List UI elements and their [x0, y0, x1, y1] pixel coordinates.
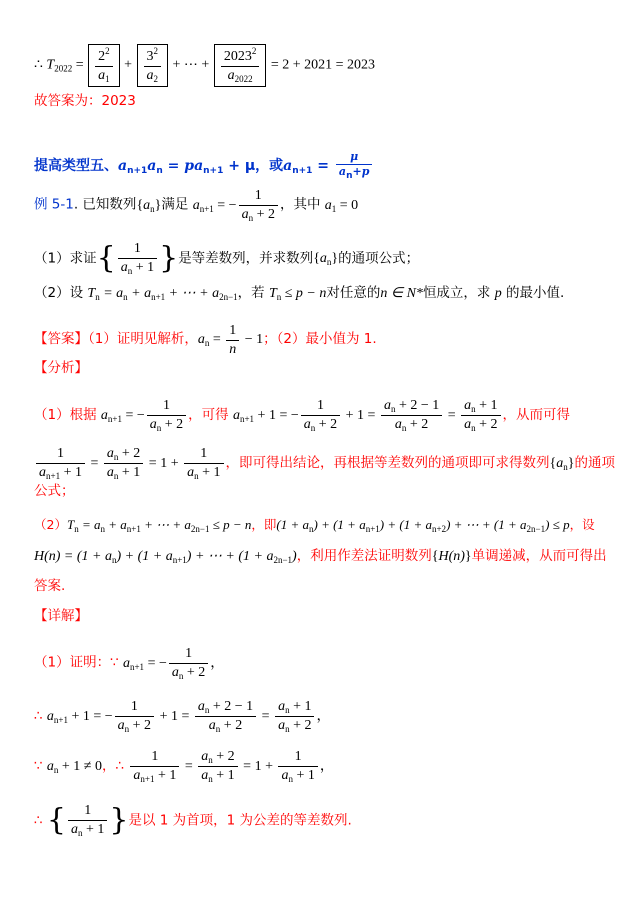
b: + ⋯ + a: [140, 517, 191, 532]
den-tail: + 2: [315, 416, 338, 432]
section-heading: [34, 150, 374, 182]
den-tail: + 1: [198, 464, 221, 480]
num: a: [106, 446, 114, 461]
question-1: （1）求证{ $\frac{1}{a_n + 1}$ }是等差数列，并求数列$\{a_n\}$的通项公式；: [34, 240, 420, 276]
t: ，: [210, 655, 225, 671]
example-statement: 例 5-1. 已知数列$\{a_n\}$满足 $a_{n+1}$ = − $\frac{1}{a_n + 2}$ ，其中 $a_1 = 0$: [34, 188, 359, 223]
den: a: [281, 767, 289, 783]
cond: a: [46, 758, 54, 774]
sub: 2n−1: [219, 292, 238, 302]
seq: a: [143, 197, 151, 213]
num: μ: [350, 150, 359, 163]
sub: n: [208, 774, 213, 785]
num: 1: [278, 748, 317, 767]
eq: = 1 +: [145, 455, 183, 471]
fraction: [147, 397, 186, 434]
f: a: [118, 158, 128, 174]
den-tail: + 1: [118, 465, 141, 481]
eq: =: [444, 407, 460, 423]
sub: n+1: [140, 773, 155, 784]
sub: n: [113, 452, 119, 462]
den: n: [229, 341, 237, 357]
sub: 2022: [54, 63, 73, 74]
a: a: [232, 407, 240, 423]
t: ，: [316, 708, 331, 724]
sub: n: [100, 524, 105, 534]
question-2: [34, 287, 564, 302]
sub: n+1: [199, 203, 214, 214]
sub: n: [326, 257, 332, 268]
sub: n: [471, 423, 476, 434]
detail-2: [34, 698, 330, 736]
t: ，设: [569, 517, 595, 532]
t: 的最小值.: [501, 285, 565, 301]
an: a: [197, 332, 205, 348]
therefore: ∴: [34, 812, 47, 829]
sub: n: [401, 423, 407, 434]
num: 3: [146, 49, 154, 64]
t: （1）根据: [34, 406, 101, 423]
den-tail: + 1: [82, 821, 105, 837]
num: 1: [36, 445, 85, 464]
den-tail: + 2: [129, 717, 152, 733]
t: 的通项: [574, 454, 615, 471]
s: ) + ⋯ + (1 + a: [446, 517, 527, 532]
plus: + 1 = −: [254, 407, 299, 423]
t: 是等差数列，并求数列: [178, 250, 314, 267]
b: ≤ p − n: [209, 517, 252, 532]
num: a: [197, 699, 205, 714]
heading-fraction: [336, 150, 372, 182]
sub: 2n−1: [273, 555, 293, 565]
plus: + 1 =: [156, 708, 193, 724]
f: + μ，或: [223, 158, 284, 174]
eq: = −: [121, 407, 145, 423]
sub: n+1: [53, 714, 68, 725]
den-tail: + 1: [212, 768, 235, 784]
sub: 2022: [234, 73, 253, 84]
sub: n+1: [129, 661, 145, 672]
num: 1: [184, 445, 223, 464]
num: a: [464, 398, 472, 413]
num: 1: [226, 322, 239, 341]
eq: =: [181, 758, 197, 774]
sub: n: [127, 265, 133, 276]
sup: 2: [105, 46, 110, 56]
den: a: [120, 259, 128, 275]
t: （1）证明见解析，: [88, 331, 198, 348]
fraction: [104, 445, 143, 483]
example-label: 例 5-1: [34, 196, 74, 213]
T: T: [66, 517, 75, 532]
den-tail: + 2: [253, 206, 275, 222]
fraction: [68, 802, 107, 839]
because: ∵: [34, 757, 47, 774]
num: 1: [147, 397, 186, 416]
den: a: [464, 417, 472, 433]
sub: n: [204, 338, 210, 349]
sup: 2: [251, 46, 257, 56]
fraction: [381, 397, 442, 435]
num: 1: [68, 802, 107, 821]
tail: − 1: [241, 332, 264, 348]
f: a: [283, 158, 293, 174]
ineq: T: [268, 286, 277, 301]
den: a: [208, 718, 216, 734]
cond-tail: = 0: [336, 197, 359, 213]
num: a: [201, 749, 209, 764]
plus: + 1 =: [342, 407, 379, 423]
eq: =: [86, 455, 102, 471]
sub: 2n−1: [190, 524, 210, 534]
eq: =: [72, 57, 88, 73]
num-tail: + 2 − 1: [395, 398, 440, 413]
b: = a: [99, 286, 124, 301]
sub: n+1: [365, 524, 380, 534]
sub: n: [563, 461, 568, 472]
den: a: [70, 821, 78, 837]
fraction: [169, 645, 208, 682]
den-tail: + 2: [220, 718, 243, 734]
heading-title: 提高类型五、: [34, 158, 118, 174]
a: a: [46, 708, 54, 724]
fraction: [221, 46, 260, 85]
eq: = −: [144, 655, 167, 671]
floor-bracket-2: [137, 44, 169, 87]
den-tail: + 1: [292, 767, 315, 783]
num: 1: [118, 240, 157, 259]
den: a: [106, 465, 114, 481]
s: ) ≤ p: [545, 517, 570, 532]
num: 1: [130, 748, 179, 767]
sub: 2: [153, 73, 159, 84]
den: a: [201, 768, 209, 784]
den: a: [187, 464, 195, 480]
t: ，即可得出结论，再根据等差数列的通项即可求得数列: [225, 454, 550, 471]
den: a: [303, 416, 311, 432]
t: ，利用作差法证明数列: [296, 548, 432, 564]
b: + a: [104, 517, 127, 532]
fraction: [144, 46, 162, 85]
f: a: [147, 158, 157, 174]
t2022-equation: [34, 44, 375, 87]
fraction: [278, 748, 317, 785]
num: 2: [98, 49, 106, 64]
num: a: [278, 699, 286, 714]
sub: n+2: [431, 524, 447, 534]
analysis-2: [34, 518, 595, 534]
den: a: [227, 67, 235, 83]
sub: n: [123, 292, 128, 302]
sub: n: [113, 471, 119, 482]
b: + ⋯ + a: [165, 286, 220, 301]
detail-3: [34, 748, 334, 786]
t: 的通项公式；: [338, 250, 420, 267]
fraction: [195, 698, 256, 736]
s: ) + (1 + a: [379, 517, 432, 532]
fraction: [461, 397, 500, 435]
sub: 1: [331, 203, 337, 214]
sub: n+1: [126, 524, 141, 534]
t: 满足: [161, 196, 193, 213]
den-tail: + 2: [475, 417, 498, 433]
h: ) + ⋯ + (1 + a: [186, 549, 274, 564]
f: = pa: [162, 158, 204, 174]
analysis-2c: 答案.: [34, 578, 66, 594]
domain: n ∈ N*: [380, 286, 423, 301]
sub: n: [194, 470, 199, 481]
result: = 2 + 2021 = 2023: [270, 57, 376, 73]
eq: =: [209, 332, 225, 348]
sub: n+1: [172, 555, 187, 565]
t: 对任意的: [326, 285, 381, 301]
sub: n: [204, 705, 210, 715]
num-tail: + 2: [212, 749, 235, 764]
T: T: [87, 286, 96, 301]
sub: n+1: [151, 292, 166, 302]
sub: n: [77, 827, 83, 838]
sub: n: [208, 755, 213, 765]
eq: = −: [213, 197, 237, 213]
sub: n+1: [292, 166, 313, 176]
sub: n: [156, 422, 162, 433]
den: a: [241, 206, 249, 222]
sub: n+1: [239, 413, 255, 424]
fraction: [130, 748, 179, 785]
fraction: [184, 445, 223, 482]
ineq-tail: ≤ p − n: [281, 286, 327, 301]
t: 单调递减，从而可得出: [471, 548, 607, 564]
t: . 已知数列: [73, 196, 137, 213]
den-tail: + 2: [406, 417, 429, 433]
detail-label: 【详解】: [34, 608, 88, 624]
sub: n: [471, 404, 476, 414]
s: ) + (1 + a: [313, 517, 366, 532]
fraction: [118, 240, 157, 277]
var-T: T: [46, 57, 55, 73]
fraction: [301, 397, 340, 434]
t: ；（2）最小值为 1.: [263, 331, 377, 348]
sub: 2n−1: [526, 524, 546, 534]
sub: n: [156, 166, 163, 176]
answer-label: 【答案】: [34, 331, 88, 348]
sub: n: [178, 670, 184, 681]
sub: n: [285, 724, 290, 735]
den-tail: +p: [352, 164, 370, 178]
t: （2）设: [34, 285, 88, 301]
num-tail: + 1: [289, 699, 312, 714]
sub: n: [288, 773, 293, 784]
sub: n: [346, 170, 353, 181]
den: a: [146, 67, 154, 83]
den-tail: + 1: [132, 259, 155, 275]
den: a: [149, 416, 157, 432]
den-tail: + 2: [289, 718, 312, 734]
therefore: ，∴: [101, 757, 129, 774]
den: a: [278, 718, 286, 734]
sub: n: [124, 723, 130, 734]
den-tail: + 2: [161, 416, 184, 432]
detail-1: [34, 645, 224, 682]
f: =: [312, 158, 334, 174]
num: 1: [169, 645, 208, 664]
p: p: [494, 286, 502, 301]
lhs: a: [100, 407, 108, 423]
s: (1 + a: [276, 517, 309, 532]
sub: n: [310, 422, 316, 433]
t: （2）: [34, 517, 67, 532]
h: H(n) = (1 + a: [34, 549, 112, 564]
sub: n: [74, 524, 79, 534]
h: ) + (1 + a: [116, 549, 173, 564]
seq: H(n): [438, 549, 465, 564]
t: ，从而可得: [502, 406, 571, 423]
fraction: [226, 322, 239, 358]
num: 1: [301, 397, 340, 416]
analysis-1c: 公式；: [34, 483, 75, 499]
seq: a: [556, 455, 564, 471]
sub: n: [285, 705, 290, 715]
b: + a: [127, 286, 152, 301]
num: a: [383, 398, 391, 413]
b: = a: [78, 517, 101, 532]
sub: n: [95, 292, 100, 302]
floor-bracket-1: [88, 44, 120, 87]
seq: a: [319, 251, 327, 267]
lhs: a: [122, 655, 130, 671]
answer-block: [34, 322, 377, 358]
t: 是以 1 为首项，1 为公差的等差数列.: [128, 812, 352, 829]
therefore-symbol: ∴: [34, 57, 47, 73]
sub: n+1: [127, 166, 148, 176]
fraction: [239, 187, 278, 224]
den: a: [117, 717, 125, 733]
analysis-1: [34, 397, 570, 435]
den: a: [133, 767, 141, 783]
t: ，若: [237, 285, 269, 301]
sub: n+1: [107, 413, 122, 424]
den-tail: + 2: [183, 664, 206, 680]
sub: 1: [105, 73, 110, 84]
den-tail: + 1: [60, 464, 82, 480]
eq: =: [258, 708, 274, 724]
fraction: [95, 46, 113, 85]
lhs: a: [192, 197, 200, 213]
floor-bracket-3: [214, 44, 267, 87]
sub: n: [112, 555, 117, 565]
plus: + 1 = −: [67, 708, 113, 724]
therefore: ∴: [34, 707, 47, 724]
fraction: [198, 748, 237, 786]
sub: n: [215, 724, 221, 735]
num: 2023: [223, 49, 252, 64]
t: ，: [319, 758, 334, 774]
sub: n: [248, 212, 254, 223]
num: 1: [115, 698, 154, 717]
den: a: [338, 164, 347, 178]
num-tail: + 1: [475, 398, 498, 413]
fraction: [275, 698, 314, 736]
sub: n: [150, 203, 155, 214]
plus: +: [124, 57, 136, 73]
den-tail: + 1: [154, 767, 177, 783]
h: ): [292, 549, 297, 564]
detail-4: ∴ { $\frac{1}{a_n + 1}$ }是以 1 为首项，1 为公差的等差数列.: [34, 802, 352, 838]
t: ，其中: [279, 196, 325, 213]
sub: n+1: [46, 470, 61, 481]
den: a: [98, 67, 106, 83]
cond-tail: + 1 ≠ 0: [58, 758, 102, 774]
answer-line: 故答案为：2023: [34, 93, 136, 109]
t: （1）证明：∵: [34, 654, 123, 671]
t: ，即: [251, 517, 277, 532]
den: a: [394, 417, 402, 433]
dots: + ⋯ +: [172, 57, 213, 73]
fraction: [115, 698, 154, 735]
sub: n: [390, 404, 396, 414]
analysis-label: 【分析】: [34, 360, 88, 376]
t: 恒成立，求: [422, 285, 495, 301]
fraction: [36, 445, 85, 482]
t: ，可得: [188, 406, 233, 423]
num-tail: + 2: [118, 446, 141, 461]
sup: 2: [153, 46, 159, 56]
analysis-2b: $H(n) = (1 + a_n) + (1 + a_{n+1})$ + ⋯ + $(1 + a_{2n-1})$，利用作差法证明数列{H(n)}单调递减，从而可得出: [34, 548, 607, 565]
den: a: [39, 464, 46, 480]
sub: n: [276, 292, 282, 302]
t: （1）求证: [34, 250, 97, 267]
sub: n+1: [203, 166, 224, 176]
cond: a: [324, 197, 332, 213]
analysis-1b: $\frac{1}{a_{n+1} + 1}$ = $\frac{a_n + 2}{a_n + 1}$ = 1 + $\frac{1}{a_n + 1}$ ，即可得出结论，再根据等差数列的通项即可求得数列$\{a_n\}$的通项: [34, 445, 615, 483]
eq: = 1 +: [239, 758, 277, 774]
num-tail: + 2 − 1: [209, 699, 254, 714]
sub: n: [53, 764, 59, 775]
num: 1: [239, 187, 278, 206]
den: a: [171, 664, 179, 680]
sub: n: [309, 524, 314, 534]
